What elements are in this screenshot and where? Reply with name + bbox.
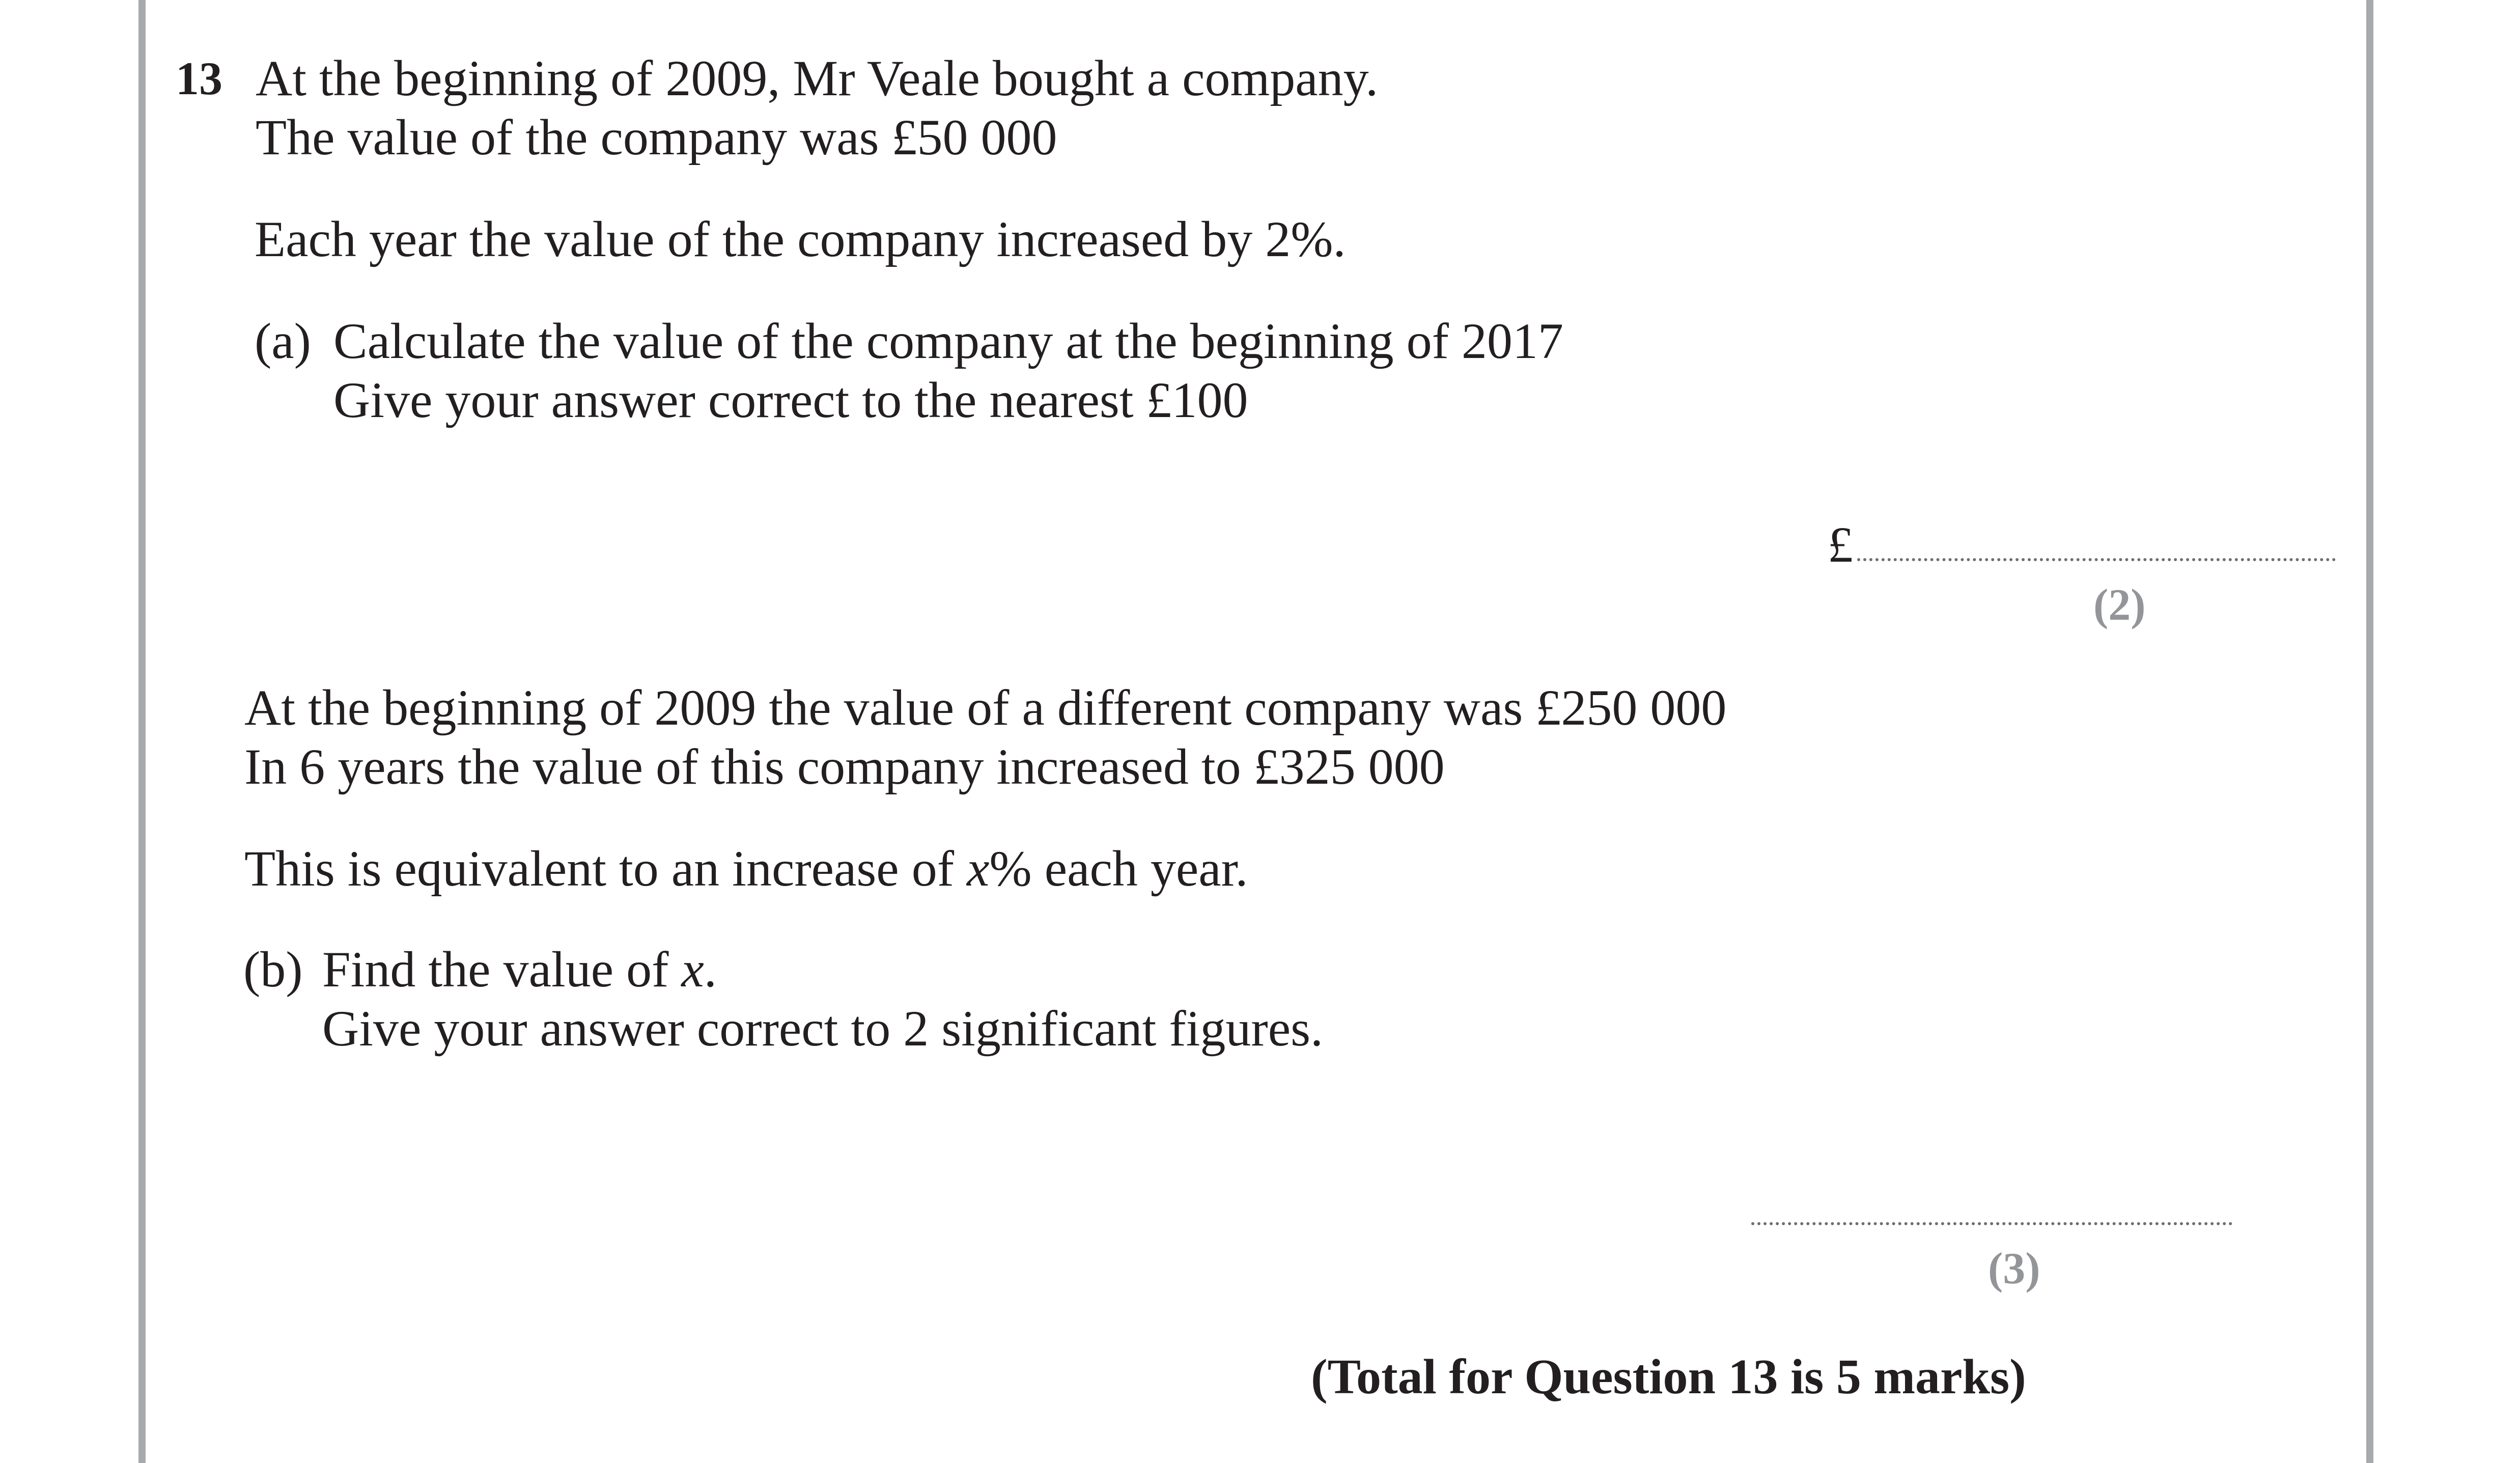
context-b-line-3-start: This is equivalent to an increase of bbox=[244, 840, 967, 897]
intro-line-2: The value of the company was £50 000 bbox=[256, 109, 1057, 165]
part-b-answer-line[interactable] bbox=[1751, 1222, 2232, 1225]
part-a-line-2: Give your answer correct to the nearest £100 bbox=[333, 372, 1248, 428]
context-b-line-3-end: % each year. bbox=[989, 840, 1248, 897]
part-b-line-1 bbox=[322, 941, 717, 998]
part-a-line-1: Calculate the value of the company at the beginning of 2017 bbox=[333, 313, 1563, 369]
intro-line-1: At the beginning of 2009, Mr Veale bought a company. bbox=[256, 50, 1379, 106]
context-b-line-3 bbox=[244, 840, 1248, 897]
intro-line-3: Each year the value of the company increased by 2%. bbox=[255, 211, 1346, 267]
context-b-line-2: In 6 years the value of this company increased to £325 000 bbox=[244, 738, 1445, 795]
part-a-answer-prefix: £ bbox=[1828, 516, 1853, 573]
part-a-answer-line[interactable] bbox=[1857, 558, 2336, 561]
part-b-marks: (3) bbox=[1988, 1244, 2040, 1293]
part-b-variable-x: x bbox=[681, 941, 704, 998]
part-b-label: (b) bbox=[243, 941, 303, 998]
part-b-line-1-start: Find the value of bbox=[322, 941, 682, 998]
part-a-label: (a) bbox=[255, 313, 311, 369]
question-number: 13 bbox=[176, 52, 222, 104]
part-a-marks: (2) bbox=[2093, 581, 2146, 630]
part-b-line-1-end: . bbox=[704, 941, 717, 998]
question-total: (Total for Question 13 is 5 marks) bbox=[1311, 1349, 2026, 1404]
context-b-variable-x: x bbox=[967, 840, 990, 897]
context-b-line-1: At the beginning of 2009 the value of a different company was £250 000 bbox=[244, 679, 1727, 736]
part-b-line-2: Give your answer correct to 2 significant figures. bbox=[322, 1000, 1324, 1057]
